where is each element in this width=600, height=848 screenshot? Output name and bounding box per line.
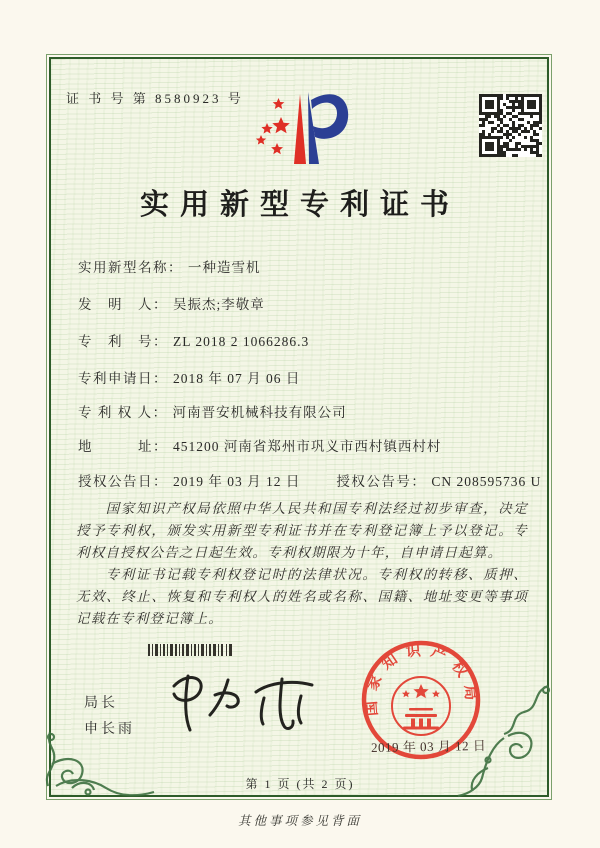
corner-flourish-icon [42,730,160,804]
field-label: 专 利 号： [78,334,168,349]
certificate-title: 实用新型专利证书 [139,189,460,221]
page-number: 第 1 页 (共 2 页) [245,777,355,791]
signature-handwriting-icon [160,668,322,738]
field-label: 实用新型名称： [78,260,183,275]
seal-text: 国家知识产权局 [363,642,479,717]
field-value: 吴振杰;李敬章 [173,297,265,312]
cnipa-logo-icon [256,80,350,176]
legal-text [76,498,528,630]
field-label: 专 利 权 人： [78,405,168,420]
qr-code [479,94,542,157]
field-row-patent-number [78,330,540,350]
field-label: 授权公告号： [336,474,427,489]
field-label: 授权公告日： [78,474,168,489]
certificate-number: 证 书 号 第 8580923 号 [66,91,244,106]
field-row-grant [78,470,540,490]
field-value: CN 208595736 U [431,474,542,489]
field-label: 专利申请日： [78,371,168,386]
field-value: ZL 2018 2 1066286.3 [173,334,310,349]
barcode [148,644,232,656]
legal-paragraph-2: 专利证书记载专利权登记时的法律状况。专利权的转移、质押、无效、终止、恢复和专利权人的姓名或名称、国籍、地址变更等事项记载在专利登记簿上。 [76,567,528,626]
field-value: 2018 年 07 月 06 日 [173,371,301,386]
signer-role: 局长 [84,696,118,711]
corner-flourish-icon [452,682,554,802]
field-value: 一种造雪机 [188,260,261,275]
field-value: 河南晋安机械科技有限公司 [172,405,347,420]
field-row-inventors [78,293,540,313]
signer-name: 申长雨 [84,722,135,737]
field-row-name [78,256,540,276]
field-label: 地 址： [78,439,168,454]
legal-paragraph-1: 国家知识产权局依照中华人民共和国专利法经过初步审查，决定授予专利权，颁发实用新型专利证书并在专利登记簿上予以登记。专利权自授权公告之日起生效。专利权期限为十年，自申请日起算。 [76,501,528,560]
footer-note: 其他事项参见背面 [237,814,362,828]
field-value: 451200 河南省郑州市巩义市西村镇西村村 [173,439,442,454]
seal-date: 2019 年 03 月 12 日 [370,737,487,756]
field-label: 发 明 人： [78,297,168,312]
field-row-filing-date [78,367,540,387]
field-value: 2019 年 03 月 12 日 [173,474,301,489]
field-row-address [78,435,540,455]
field-row-patentee [78,401,540,421]
